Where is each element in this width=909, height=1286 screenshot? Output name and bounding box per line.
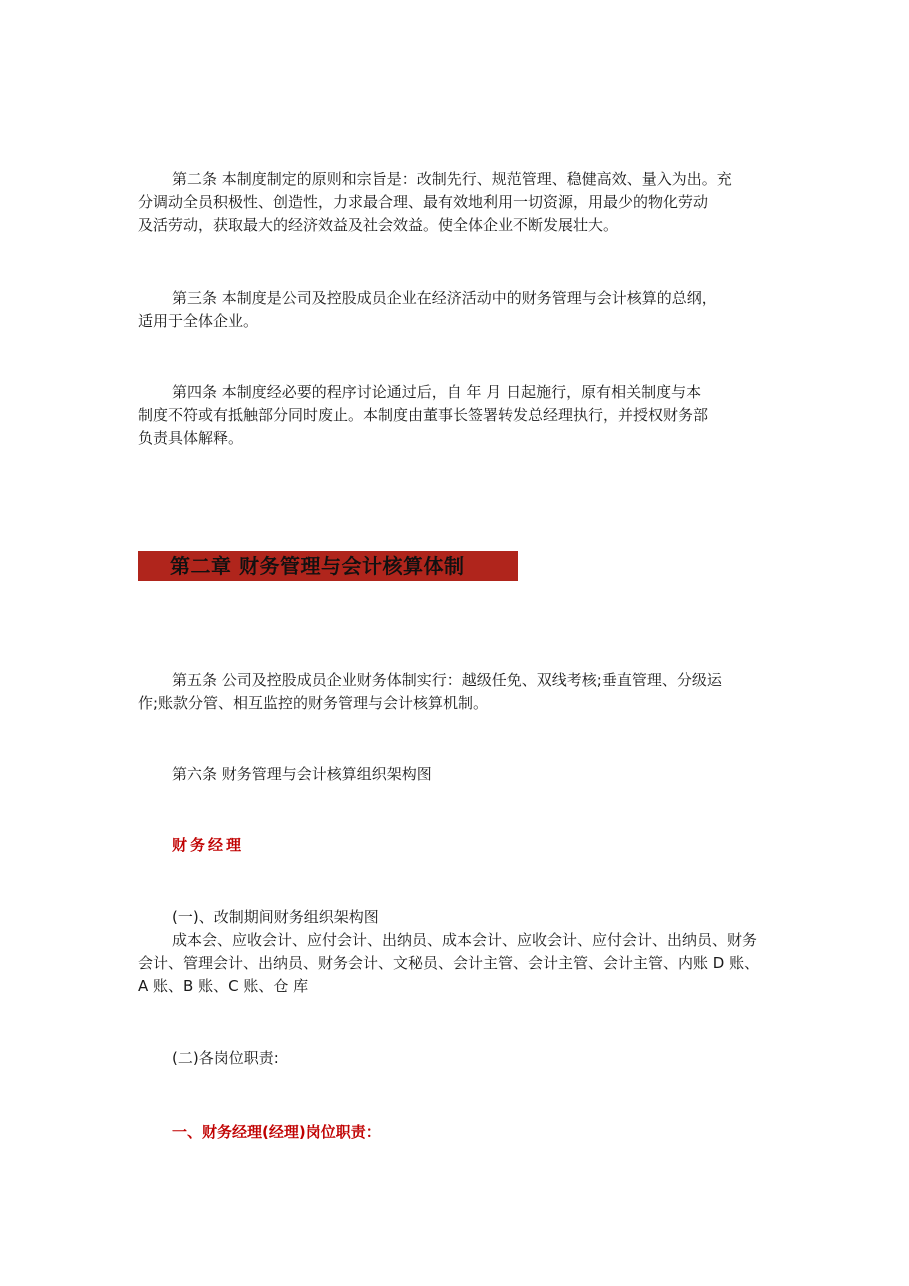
org-structure-line: 成本会、应收会计、应付会计、出纳员、成本会计、应收会计、应付会计、出纳员、财务 xyxy=(172,931,758,949)
article-4-line: 负责具体解释。 xyxy=(138,429,244,447)
org-structure-heading: (一)、改制期间财务组织架构图 xyxy=(172,908,379,926)
org-structure-section xyxy=(138,906,778,998)
article-6-line: 第六条 财务管理与会计核算组织架构图 xyxy=(172,765,432,783)
duties-section xyxy=(138,1047,778,1070)
org-structure-line: A 账、B 账、C 账、仓 库 xyxy=(138,977,309,995)
article-5-paragraph xyxy=(138,669,778,715)
duty-1-heading: 一、财务经理(经理)岗位职责： xyxy=(172,1123,381,1141)
article-6-paragraph xyxy=(138,763,778,786)
article-4-line: 第四条 本制度经必要的程序讨论通过后，自 年 月 日起施行，原有相关制度与本 xyxy=(172,383,702,401)
article-2-line: 分调动全员积极性、创造性，力求最合理、最有效地利用一切资源，用最少的物化劳动 xyxy=(138,193,709,211)
article-3-line: 第三条 本制度是公司及控股成员企业在经济活动中的财务管理与会计核算的总纲， xyxy=(172,289,717,307)
article-2-paragraph xyxy=(138,168,778,237)
article-5-line: 作;账款分管、相互监控的财务管理与会计核算机制。 xyxy=(138,694,489,712)
article-3-paragraph xyxy=(138,287,778,333)
article-4-line: 制度不符或有抵触部分同时废止。本制度由董事长签署转发总经理执行，并授权财务部 xyxy=(138,406,709,424)
article-3-line: 适用于全体企业。 xyxy=(138,312,259,330)
article-4-paragraph xyxy=(138,381,778,450)
finance-manager-heading: 财务经理 xyxy=(172,836,245,854)
article-2-line: 第二条 本制度制定的原则和宗旨是：改制先行、规范管理、稳健高效、量入为出。充 xyxy=(172,170,732,188)
article-5-line: 第五条 公司及控股成员企业财务体制实行：越级任免、双线考核;垂直管理、分级运 xyxy=(172,671,722,689)
duties-heading: (二)各岗位职责: xyxy=(172,1049,279,1067)
org-structure-line: 会计、管理会计、出纳员、财务会计、文秘员、会计主管、会计主管、会计主管、内账 D 账、 xyxy=(138,954,760,972)
article-2-line: 及活劳动，获取最大的经济效益及社会效益。使全体企业不断发展壮大。 xyxy=(138,216,619,234)
chapter-2-title: 第二章 财务管理与会计核算体制 xyxy=(170,554,465,578)
